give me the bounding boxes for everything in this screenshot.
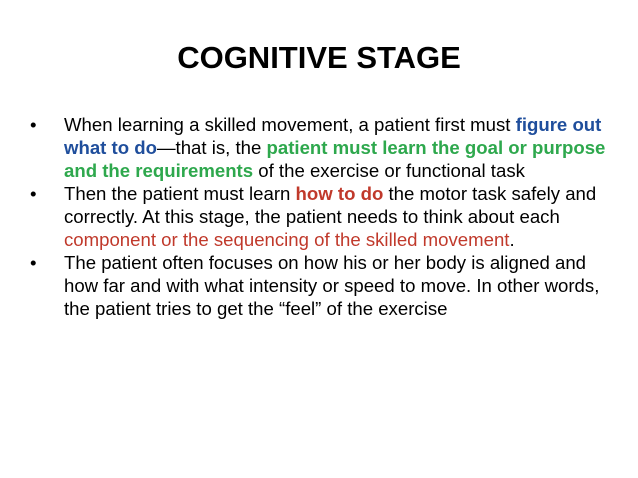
bullet-2-text-1: Then the patient must learn — [64, 183, 296, 204]
bullet-3-text-1: The patient often focuses on how his or her body is aligned and how far and with what intensity or speed to move. In other words, the patient tries to get the “feel” of the exercise — [64, 252, 600, 319]
bullet-marker: • — [30, 114, 37, 135]
bullet-2-emphasis-bold: how to do — [295, 183, 384, 204]
bullet-1-text-2: —that is, the — [156, 137, 267, 158]
bullet-1-text-3: of the exercise or functional task — [253, 160, 525, 181]
bullet-1-emphasis-green: patient must learn the goal or purpose and the requirements — [64, 137, 606, 181]
slide-title: COGNITIVE STAGE — [177, 40, 461, 75]
bullet-list — [28, 113, 608, 320]
bullet-marker: • — [30, 252, 37, 273]
bullet-1-emphasis-blue: figure out what to do — [64, 114, 602, 158]
bullet-1-text-1: When learning a skilled movement, a patient first must — [64, 114, 516, 135]
bullet-item-2 — [28, 182, 608, 251]
bullet-2-text-2: the motor task safely and correctly. At this stage, the patient needs to think about each — [64, 183, 597, 227]
bullet-item-1 — [28, 113, 608, 182]
bullet-2-text-3: . — [509, 229, 515, 250]
bullet-2-emphasis-red: component or the sequencing of the skilled movement — [64, 229, 510, 250]
bullet-marker: • — [30, 183, 37, 204]
bullet-item-3 — [28, 251, 608, 320]
